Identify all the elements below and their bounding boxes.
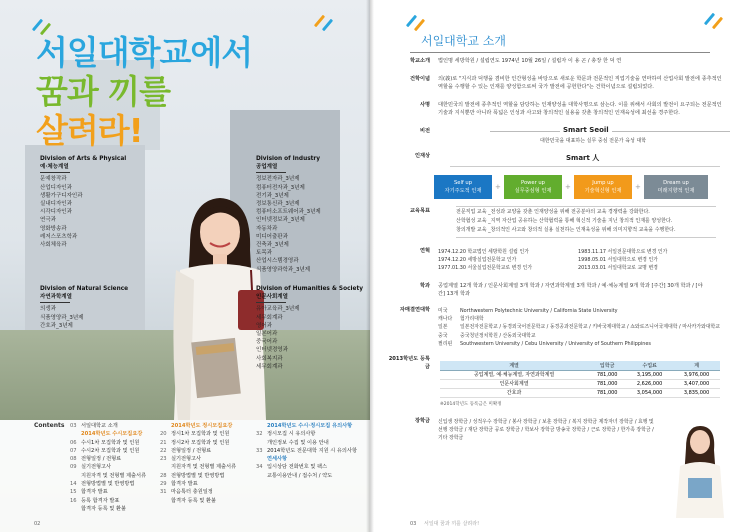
dept-item: 산업디자인과 [40,184,72,191]
spine-shadow [366,0,374,532]
contents-page-num: 15 [70,489,77,496]
mission-text: 대한민국의 발전에 종추적인 역할을 담당하는 인재양성을 대학사명으로 삼는다. 이를 위해서 사회의 발전이 요구되는 전문적인 기술과 지식뿐만 아니라 폭넓은 인성과 사고와 창의적인 실용을 갖춘 창의적인 인재육성에 최선을 경주한다. [438,102,722,116]
fee-cell: 간호과 [440,388,588,397]
division-title: Division of Humanities & Society [256,286,363,292]
dept-item: 컴퓨터소프트웨어과_3년제 [256,209,321,216]
dept-item: 건축과_3년제 [256,242,289,249]
box-en: Dream up [663,180,689,186]
dept-item: 식품영양과_3년제 [40,314,84,321]
fee-cell: 2,626,000 [626,379,673,388]
contents-item [160,488,236,496]
contents-item [160,430,236,438]
contents-label: 정시2차 모집학과 및 인원 [171,439,230,446]
talent-box-2 [504,175,562,199]
dept-item: 정보전자과_3년제 [256,176,300,183]
dept-item: 문예창작과 [40,176,67,183]
contents-item [160,497,236,505]
contents-label: 지원자격 및 전형별 제출서류 [171,464,237,471]
contents-label: 마음톡터 충원일정 [171,489,213,496]
contents-label: 전형방법별 및 반영방법 [171,472,225,479]
goal-item: 산학협성 교육 _지역 자산업 공유하는 산학협력을 통해 혁신적 기술을 지닌 창의적 인재를 양성한다. [456,218,673,224]
label-sister: 자매결연대학 [399,307,430,313]
dept-item: 세무회계과 [256,314,283,321]
contents-page-num: 34 [256,464,263,471]
fee-cell: 3,835,000 [673,388,720,397]
contents-page-num: 14 [70,481,77,488]
fee-cell: 3,976,000 [673,370,720,379]
contents-item [70,463,146,471]
contents-item [70,422,146,430]
dept-item: 영어과 [256,322,272,329]
box-ko: 실무중심형 인재 [514,188,552,194]
contents-label: 등록 합격자 발표 [81,497,120,504]
contents-label: 합격자 발표 [81,489,108,496]
fee-head-cell: 수업료 [626,361,673,370]
fee-head-cell: 입학금 [588,361,626,370]
fee-table [440,361,720,398]
contents-item [256,422,357,430]
sister-country: 캐나다 [438,316,453,323]
contents-item [70,488,146,496]
fee-cell: 인문사회계열 [440,379,588,388]
page-number: 02 [34,521,41,527]
contents-page-num: 28 [160,472,167,479]
contents-page-num: 07 [70,447,77,454]
fee-cell: 781,000 [588,388,626,397]
label-intro: 학교소개 [409,58,430,64]
contents-label: 실기전형고사 [81,464,112,471]
contents-col-2 [160,422,236,505]
contents-page-num: 03 [70,423,77,429]
contents-item [160,447,236,455]
sister-row [438,323,728,331]
contents-label: 전형일정 / 전형료 [81,456,122,463]
dept-item: 전기과_3년제 [256,192,289,199]
contents-label: 수시2차 모집학과 및 인원 [81,447,140,454]
fee-cell: 3,054,000 [626,388,673,397]
contents-item [70,497,146,505]
history-item: 1974.12.20 세방실업전문학교 인가 [438,257,517,263]
sister-schools: Northwestern Polytechnic University / California State University [460,308,618,314]
contents-box [0,420,370,532]
label-scholar: 장학금 [414,418,430,424]
label-talent: 인재상 [414,153,430,159]
dept-item: 인터넷경영과 [256,347,288,354]
dept-item: 세무회계과 [256,363,283,370]
contents-label: 지원자격 및 전형별 제출서류 [81,472,147,479]
division-title: Division of Natural Science [40,286,129,292]
contents-item [160,463,236,471]
sister-country: 필리핀 [438,340,453,347]
contents-col-1 [70,422,146,513]
sister-country: 미국 [438,308,448,314]
contents-label: 실기전형고사 [171,456,202,463]
division-sub: 공업계열 [256,164,278,171]
headline [36,33,252,150]
dept-item: 의생과 [40,306,56,313]
footer-text: 서일대 꿈과 끼를 살려라! [424,521,480,527]
division-sub: 인문사회계열 [256,294,288,301]
scholar-text: 신입생 장학금 / 성적우수 장학금 / 봉사 장학금 / 보훈 장학금 / 복지 장학금 제작자녀 장학금 / 효행 및 선행 장학금 / 재단 장학금 공로 장학금 / 학보사 장학금 방송국 장학금 / 근로 장학금 / 한가족 장학금 / 기타 장학금 [438,419,654,442]
dept-item: 유아교육과_3년제 [256,306,300,313]
contents-label: 합격자 등록 및 환불 [171,497,217,504]
contents-item [160,439,236,447]
division-arts [40,155,126,249]
contents-page-num: 16 [70,497,77,504]
dept-item: 산업시스템경영과 [256,258,299,265]
sister-list [438,307,728,348]
dept-item: 일본어과 [256,331,278,338]
table-row [440,370,720,379]
dept-item: 식품영양과학과_3년제 [256,266,311,273]
dept-item: 간호과_3년제 [40,322,73,329]
dept-item: 토목과 [256,250,272,257]
dept-item: 영화방송과 [40,225,67,232]
dept-item: 시각디자인과 [40,209,72,216]
sister-schools: 중국청년정치학원 / 산동외국대학교 [460,332,536,339]
right-page: 서일대학교 소개 학교소개 법인명 세방학원 / 설립연도 1974년 10월 26일 / 설립자 이 용 곤 / 총장 한 덕 연 건학이념 의(義)로 "지식과 덕행을 겸비한 인간형성을 바탕으로 새로운 학문과 전문적인 직업기술을 연마하여 산업사회 발전에 종추적인 역할을 수행할 수 있는 인재를 양성함으로써 국가 발전에 공헌한다"는 건학이념으로 설립되었다. 사명 대한민국의 발전에 종추적인 역할을 담당하는 인재양성을 대학사명으로 삼는다. 이를 위해서 사회의 발전이 요구되는 전문적인 기술과 지식뿐만 아니라 폭넓은 인성과 사고와 창의적인 실용을 갖춘 창의적인 인재육성에 최선을 경주한다. 비전 Smart Seoil 대한민국을 대표하는 실무 중심 전문가 육성 대학 인재상 Smart 人 Self up 자기주도적 인재 + Power up 실무중심형 인재 + Jump up 기술혁신형 인재 + Dream up 미래지향적 인재 교육목표 전문직업 교육 _전성과 교양을 갖춘 인재양성을 위해 전공분야의 교육 경쟁력을 강화한다. 산학협성 교육 _지역 자산업 공유하는 산학협력을 통해 혁신적 기술을 지닌 창의적 인재를 양성한다. 창의개발 교육 _창의적인 사고와 창의적 실용 실천하는 인재육성을 위해 의미지향적 교육을 수행한다. 연혁 1974.12.20 학교법인 세방학원 설립 인가 1983.11.17 서일전문대학으로 변경 인가 1974.12.20 세방실업전문학교 인가 1998.05.01 서일대학으로 변경 인가 1977.01.30 서울실업전문학교로 변경 인가 2013.03.01 서일대학교로 교명 변경 학과 공업계열 12개 학과 / 인문사회계열 3개 학과 / 자연과학계열 3개 학과 / 예·체능계열 9개 학과 [주간] 30개 학과 / [야간] 13개 학과 자매결연대학 미국 Northwestern Polytechnic University / California State University 캐나다 험가리대학 일본 일본전자전문학교 / 동경외국어전문학교 / 동경공과전문학교 / 키바국제대학교 / 쇼와로즈니어국제대학 / 마사카가와대학교 중국 중국청년정치학원 / 산동외국대학교 필리핀 Southwestern University / Cebu University / University of Southern Philippines 2013학년도 등록금 계열 입학금 수업료 계 공업계열, 예·체능계열, 자연과학계열 781,000 3,195,000 3,976,000 인문사회계열 781,000 2,626,000 3,407,000 간호과 781,000 3,054,000 3,835,000 ※2014학년도 등록금은 미확정 장학금 신입생 장학금 / 성적우수 장학금 / 봉사 장학금 / 보훈 장학금 / 복지 장학금 제작자녀 장학금 / 효행 및 선행 장학금 / 재단 장학금 공로 장학금 / 학보사 장학금 방송국 장학금 / 근로 장학금 / 한가족 장학금 / 기타 장학금 03 서일대 꿈과 끼를 살려라! [370,0,740,532]
contents-title: Contents [34,422,65,429]
division-title: Division of Industry [256,156,321,162]
label-fee: 2013학년도 등록금 [388,356,430,370]
sister-row [438,340,728,348]
contents-item [256,472,357,480]
contents-label: 2014학년도 정시모집요강 [171,423,233,429]
fee-cell: 781,000 [588,370,626,379]
history-item: 1983.11.17 서일전문대학으로 변경 인가 [578,249,668,255]
contents-page-num: 21 [160,439,167,446]
dept-item: 생활가구디자인과 [40,192,83,199]
history-item: 1998.05.01 서일대학으로 변경 인가 [578,257,658,263]
dept-item: 미디어출판과 [256,233,288,240]
fee-cell: 3,195,000 [626,370,673,379]
talent-title: Smart 人 [566,154,600,162]
vision-sub: 대한민국을 대표하는 실무 중심 전문가 육성 대학 [540,138,647,144]
table-row [440,379,720,388]
contents-page-num: 22 [160,447,167,454]
contents-item [70,472,146,480]
division-natural [40,285,128,330]
contents-page-num: 09 [70,464,77,471]
contents-label: 교통이용안내 / 접수처 / 약도 [267,472,333,479]
goal-item: 전문직업 교육 _전성과 교양을 갖춘 인재양성을 위해 전공분야의 교육 경쟁력을 강화한다. [456,209,650,215]
contents-item [160,472,236,480]
fee-head-cell: 계 [673,361,720,370]
box-ko: 자기주도적 인재 [444,188,482,194]
goals-list [456,206,716,238]
headline-line-3: 살려라! [36,111,143,150]
contents-label: 합격자 발표 [171,481,198,488]
contents-item [256,455,357,463]
box-ko: 기술혁신형 인재 [584,188,622,194]
contents-label: 수시1차 모집학과 및 인원 [81,439,140,446]
headline-line-2: 꿈과 끼를 [36,72,171,111]
sister-country: 중국 [438,332,448,339]
ideal-text: 의(義)로 "지식과 덕행을 겸비한 인간형성을 바탕으로 새로운 학문과 전문적인 직업기술을 연마하여 산업사회 발전에 종추적인 역할을 수행할 수 있는 인재를 양성함으로써 국가 발전에 공헌한다"는 건학이념으로 설립되었다. [438,76,722,90]
dept-item: 레저스포츠학과 [40,233,78,240]
history-item: 1974.12.20 학교법인 세방학원 설립 인가 [438,249,529,255]
label-ideal: 건학이념 [409,76,430,82]
contents-page-num: 08 [70,456,77,463]
dept-item: 실내디자인과 [40,201,72,208]
contents-page-num: 31 [160,489,167,496]
dept-item: 정보통신과_3년제 [256,201,300,208]
student-photo-small [670,418,730,518]
contents-item [70,480,146,488]
contents-label: 개인정보 수집 및 이용 안내 [267,439,329,446]
talent-box-4 [644,175,708,199]
history-item: 1977.01.30 서울실업전문학교로 변경 인가 [438,265,533,271]
sister-schools: Southwestern University / Cebu University / University of Southern Philippines [460,340,651,347]
contents-label: 서일대학교 소개 [81,423,118,429]
contents-item [256,463,357,471]
dept-item: 자동차과 [256,225,278,232]
intro-text: 법인명 세방학원 / 설립연도 1974년 10월 26일 / 설립자 이 용 곤 / 총장 한 덕 연 [438,58,622,64]
box-en: Jump up [592,180,614,186]
contents-page-num: 06 [70,439,77,446]
box-en: Self up [454,180,472,186]
label-mission: 사명 [419,102,430,108]
goal-item: 창의개발 교육 _창의적인 사고와 창의적 실용 실천하는 인재육성을 위해 의미지향적 교육을 수행한다. [456,227,676,233]
contents-page-num: 29 [160,481,167,488]
headline-line-1: 서일대학교에서 [36,33,253,72]
contents-label: 전형방법별 및 반영방법 [81,481,135,488]
talent-box-1 [434,175,492,199]
label-dept: 학과 [419,283,430,289]
dept-item: 중국어과 [256,339,278,346]
sister-schools: 험가리대학 [460,316,484,323]
page-number: 03 [410,521,417,527]
dept-item: 컴퓨터전자과_3년제 [256,184,305,191]
sister-row [438,332,728,340]
box-ko: 미래지향적 인재 [657,188,695,194]
sister-row [438,307,728,315]
label-vision: 비전 [419,128,430,134]
contents-item [70,439,146,447]
division-industry [256,155,321,274]
fee-cell: 3,407,000 [673,379,720,388]
division-sub: 예·체능계열 [40,164,69,171]
contents-label: 전형일정 / 전형료 [171,447,212,454]
page-title: 서일대학교 소개 [421,34,506,48]
dept-item: 사회체육과 [40,242,67,249]
contents-page-num: 33 [256,447,263,454]
contents-label: 입시상담 전화번호 및 팩스 [267,464,328,471]
division-sub: 자연과학계열 [40,294,72,301]
contents-item [160,422,236,430]
contents-item [256,430,357,438]
vision-title: Smart Seoil [560,126,612,134]
contents-item [160,480,236,488]
contents-col-3 [256,422,357,480]
fee-note: ※2014학년도 등록금은 미확정 [440,402,502,407]
talent-box-3 [574,175,632,199]
contents-item [256,447,357,455]
dept-item: 인터넷정보과_3년제 [256,217,305,224]
contents-label: 2014학년도 전문대학 지원 시 유의사항 [267,447,357,454]
table-row [440,388,720,397]
contents-label: 정시1차 모집학과 및 인원 [171,431,230,438]
contents-label: 연세사항 [267,456,288,463]
division-humanities [256,285,363,371]
sister-country: 일본 [438,324,448,331]
contents-page-num: 20 [160,431,167,438]
fee-head-cell: 계열 [440,361,588,370]
label-goal: 교육목표 [409,208,430,214]
contents-page-num: 23 [160,456,167,463]
contents-item [70,455,146,463]
label-history: 연혁 [419,248,430,254]
contents-label: 합격자 등록 및 환불 [81,505,127,512]
dept-item: 사회복지과 [256,355,283,362]
contents-page-num: 32 [256,431,263,438]
sister-schools: 일본전자전문학교 / 동경외국어전문학교 / 동경공과전문학교 / 키바국제대학교 / 쇼와로즈니어국제대학 / 마사카가와대학교 [460,324,721,331]
division-title: Division of Arts & Physical [40,156,127,162]
dept-text: 공업계열 12개 학과 / 인문사회계열 3개 학과 / 자연과학계열 3개 학과 / 예·체능계열 9개 학과 [주간] 30개 학과 / [야간] 13개 학과 [438,283,703,297]
contents-item [160,455,236,463]
contents-label: 2014학년도 수시·정시모집 유의사항 [267,423,353,429]
sister-row [438,315,728,323]
fee-cell: 781,000 [588,379,626,388]
contents-label: 정시모집 시 유의사항 [267,431,316,438]
box-en: Power up [521,180,545,186]
contents-label: 2014학년도 수시모집요강 [81,431,143,438]
contents-item [70,430,146,438]
dept-item: 연극과 [40,217,56,224]
history-item: 2013.03.01 서일대학교로 교명 변경 [578,265,658,271]
contents-item [70,505,146,513]
fee-cell: 공업계열, 예·체능계열, 자연과학계열 [440,370,588,379]
contents-item [256,439,357,447]
history-list [438,248,718,272]
contents-item [70,447,146,455]
